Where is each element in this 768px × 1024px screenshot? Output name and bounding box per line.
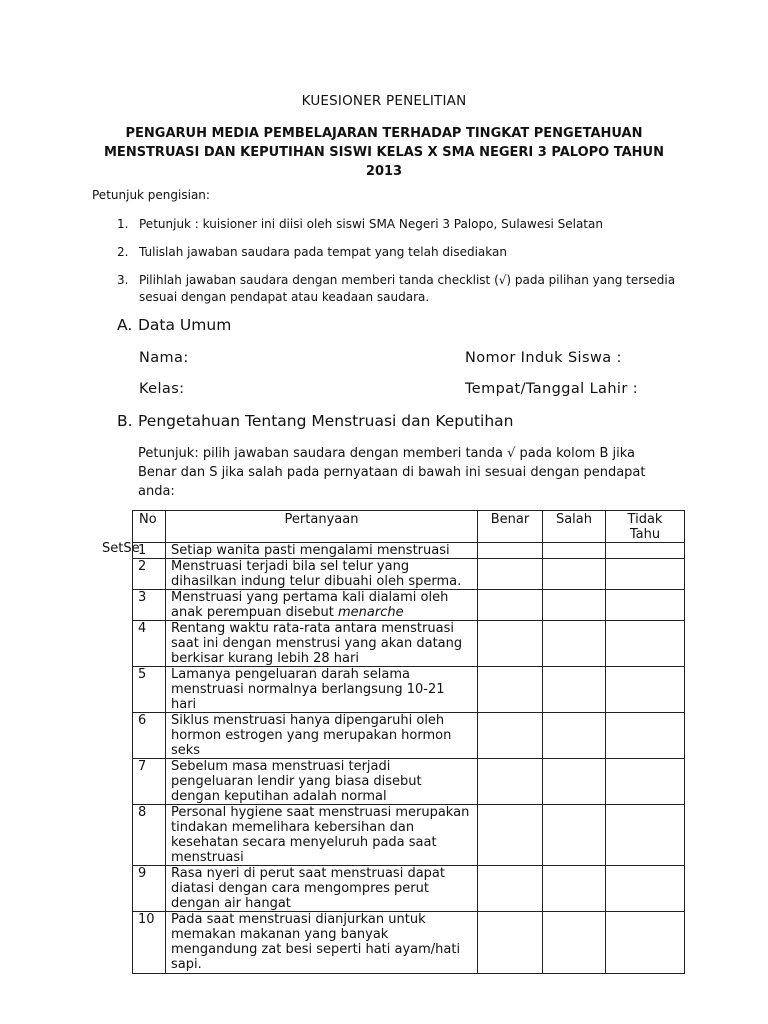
table-row [133,559,685,590]
answer-cell-tidak-tahu[interactable] [606,621,685,667]
instruction-number: 3. [117,273,129,287]
section-a-heading [117,316,231,334]
answer-cell-salah[interactable] [543,667,606,713]
instruction-line: Petunjuk: pilih jawaban saudara dengan memberi tanda √ pada kolom B jika [138,446,636,461]
answer-cell-salah[interactable] [543,805,606,866]
header-question: Pertanyaan [166,511,478,543]
answer-cell-benar[interactable] [478,912,543,974]
row-question [166,543,478,559]
answer-cell-tidak-tahu[interactable] [606,590,685,621]
row-number: 5 [133,667,166,713]
question-line: sapi. [171,957,202,972]
instruction-item: Tulislah jawaban saudara pada tempat yang telah disediakan [139,245,507,259]
answer-cell-benar[interactable] [478,866,543,912]
section-b-instructions [138,444,646,501]
header-no: No [133,511,166,543]
document-title: KUESIONER PENELITIAN [301,93,467,109]
question-line: diatasi dengan cara mengompres perut [171,881,429,896]
question-line: menstruasi [171,850,244,865]
header-benar: Benar [478,511,543,543]
row-question [166,805,478,866]
row-question [166,559,478,590]
row-number: 3 [133,590,166,621]
row-question [166,621,478,667]
question-line: Siklus menstruasi hanya dipengaruhi oleh [171,713,445,728]
field-tempat-tanggal-lahir: Tempat/Tanggal Lahir : [465,381,639,397]
answer-cell-tidak-tahu[interactable] [606,559,685,590]
question-line: Personal hygiene saat menstruasi merupakan [171,805,470,820]
table-row [133,805,685,866]
table-row [133,590,685,621]
italic-term: menarche [338,605,404,620]
answer-cell-salah[interactable] [543,713,606,759]
questionnaire-table [132,510,685,974]
question-text: anak perempuan disebut [171,605,338,620]
instruction-line: anda: [138,484,175,499]
document-subtitle [0,124,768,181]
question-line: Pada saat menstruasi dianjurkan untuk [171,912,426,927]
question-line: dihasilkan indung telur dibuahi oleh sperma. [171,574,462,589]
answer-cell-tidak-tahu[interactable] [606,866,685,912]
question-line: Menstruasi yang pertama kali dialami oleh [171,590,449,605]
row-question [166,713,478,759]
question-line: kesehatan secara menyeluruh pada saat [171,835,437,850]
instructions-label: Petunjuk pengisian: [92,188,210,202]
section-title: Pengetahuan Tentang Menstruasi dan Keputihan [138,412,514,430]
answer-cell-benar[interactable] [478,590,543,621]
field-nomor-induk: Nomor Induk Siswa : [465,350,622,366]
header-tidak-tahu-line: Tidak [627,512,663,527]
question-line: mengandung zat besi seperti hati ayam/hati [171,942,461,957]
field-kelas: Kelas: [139,381,185,397]
section-letter: A. [117,316,133,334]
instruction-item-continuation: sesuai dengan pendapat atau keadaan saudara. [139,290,430,304]
question-line: hormon estrogen yang merupakan hormon [171,728,452,743]
row-number: 10 [133,912,166,974]
answer-cell-tidak-tahu[interactable] [606,713,685,759]
question-line: menstruasi normalnya berlangsung 10-21 [171,682,445,697]
answer-cell-salah[interactable] [543,912,606,974]
question-line: dengan air hangat [171,896,291,911]
row-question [166,667,478,713]
answer-cell-tidak-tahu[interactable] [606,912,685,974]
question-line: Lamanya pengeluaran darah selama [171,667,410,682]
table-row [133,866,685,912]
instruction-number: 2. [117,245,129,259]
answer-cell-salah[interactable] [543,621,606,667]
question-line: Setiap wanita pasti mengalami menstruasi [171,543,450,558]
question-line: Menstruasi terjadi bila sel telur yang [171,559,410,574]
header-tidak-tahu-line: Tahu [629,527,661,542]
table-row [133,543,685,559]
row-number: 6 [133,713,166,759]
subtitle-line: MENSTRUASI DAN KEPUTIHAN SISWI KELAS X SMA NEGERI 3 PALOPO TAHUN [104,145,664,160]
answer-cell-benar[interactable] [478,713,543,759]
question-line: dengan keputihan adalah normal [171,789,387,804]
question-line: pengeluaran lendir yang biasa disebut [171,774,422,789]
answer-cell-salah[interactable] [543,543,606,559]
subtitle-line: 2013 [365,164,403,179]
row-question [166,912,478,974]
answer-cell-tidak-tahu[interactable] [606,805,685,866]
row-question [166,759,478,805]
question-line: Rasa nyeri di perut saat menstruasi dapat [171,866,445,881]
answer-cell-salah[interactable] [543,866,606,912]
question-line: berkisar kurang lebih 28 hari [171,651,359,666]
row-number: 8 [133,805,166,866]
answer-cell-salah[interactable] [543,559,606,590]
question-line: Rentang waktu rata-rata antara menstruasi [171,621,454,636]
subtitle-line: PENGARUH MEDIA PEMBELAJARAN TERHADAP TINGKAT PENGETAHUAN [125,126,643,141]
row-number: 2 [133,559,166,590]
question-line: hari [171,697,197,712]
answer-cell-benar[interactable] [478,667,543,713]
table-row [133,912,685,974]
field-nama: Nama: [139,350,189,366]
row-question [166,590,478,621]
answer-cell-tidak-tahu[interactable] [606,543,685,559]
row-number: 7 [133,759,166,805]
instruction-line: Benar dan S jika salah pada pernyataan di bawah ini sesuai dengan pendapat [138,465,646,480]
stray-text: SetSe [102,541,140,556]
instruction-number: 1. [117,217,129,231]
answer-cell-benar[interactable] [478,621,543,667]
question-line [171,605,477,620]
row-number: 9 [133,866,166,912]
section-letter: B. [117,412,133,430]
question-line: saat ini dengan menstrusi yang akan datang [171,636,463,651]
row-number: 1 [133,543,166,559]
header-tidak-tahu [606,511,685,543]
answer-cell-benar[interactable] [478,559,543,590]
answer-cell-benar[interactable] [478,805,543,866]
answer-cell-salah[interactable] [543,590,606,621]
table-row [133,713,685,759]
question-line: Sebelum masa menstruasi terjadi [171,759,391,774]
section-b-heading [117,412,513,430]
row-question [166,866,478,912]
question-line: seks [171,743,201,758]
answer-cell-salah[interactable] [543,759,606,805]
answer-cell-tidak-tahu[interactable] [606,759,685,805]
table-row [133,667,685,713]
answer-cell-benar[interactable] [478,759,543,805]
instruction-item: Pilihlah jawaban saudara dengan memberi tanda checklist (√) pada pilihan yang tersedia [139,273,676,287]
answer-cell-benar[interactable] [478,543,543,559]
section-title: Data Umum [138,316,232,334]
table-row [133,621,685,667]
instruction-item: Petunjuk : kuisioner ini diisi oleh siswi SMA Negeri 3 Palopo, Sulawesi Selatan [139,217,603,231]
question-line: memakan makanan yang banyak [171,927,389,942]
table-row [133,759,685,805]
answer-cell-tidak-tahu[interactable] [606,667,685,713]
row-number: 4 [133,621,166,667]
question-line: tindakan memelihara kebersihan dan [171,820,415,835]
header-salah: Salah [543,511,606,543]
